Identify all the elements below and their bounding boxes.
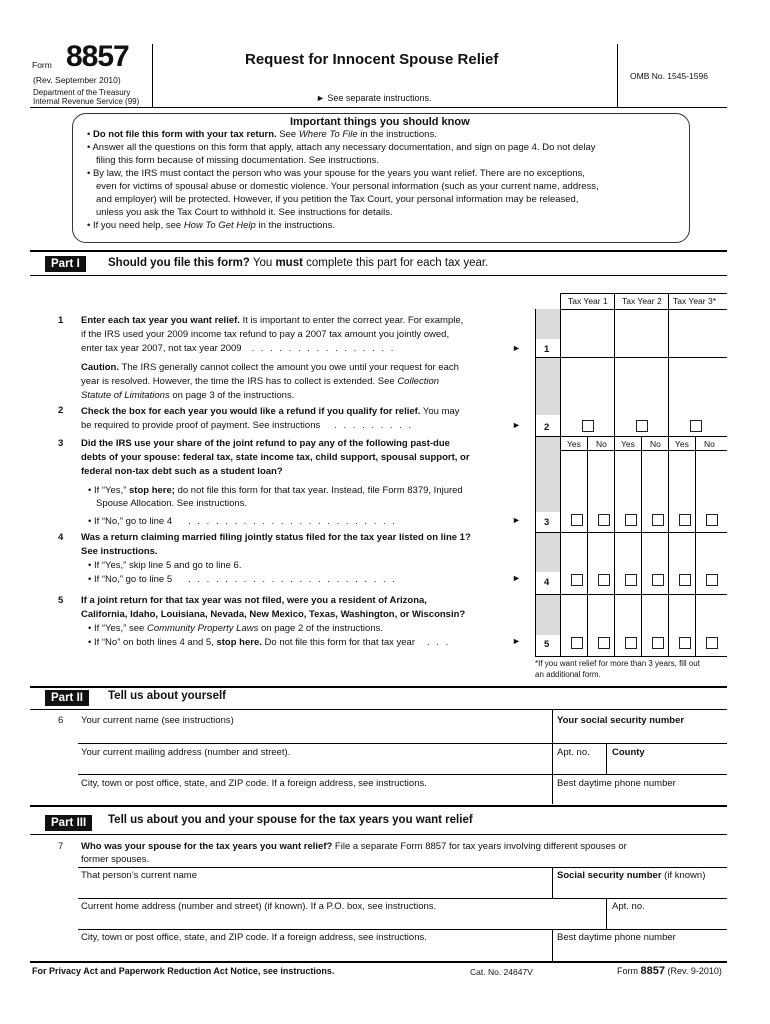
line-5-yes-year-3[interactable]: [679, 637, 691, 649]
line-7-number: 7: [58, 841, 64, 852]
part-3-badge: Part III: [45, 815, 92, 831]
notice-bullet-2: • Answer all the questions on this form that apply, attach any necessary documentation, and sign on page 4. Do not delay: [87, 142, 596, 153]
your-phone-label: Best daytime phone number: [557, 778, 676, 789]
line-2-box-number: 2: [544, 422, 550, 433]
line-2-text: Check the box for each year you would like a refund if you qualify for relief. You may: [81, 406, 460, 417]
line-3-no-year-1[interactable]: [598, 514, 610, 526]
line-4-text: Was a return claiming married filing jointly status filed for the tax year listed on line 1?: [81, 532, 471, 543]
line-3-arrow: ►: [512, 515, 521, 525]
line-5-yes-instruction: • If “Yes,” see Community Property Laws on page 2 of the instructions.: [88, 623, 383, 634]
line-5-box-number: 5: [544, 639, 550, 650]
form-number: 8857: [66, 40, 129, 73]
spouse-city-label: City, town or post office, state, and ZIP code. If a foreign address, see instructions.: [81, 932, 427, 943]
line-4-text-b: See instructions.: [81, 546, 158, 557]
see-instructions: ► See separate instructions.: [316, 93, 432, 103]
line-1-box-number: 1: [544, 344, 550, 355]
col-header-year-3: Tax Year 3*: [673, 296, 717, 306]
line-1-arrow: ►: [512, 343, 521, 353]
part-2-badge: Part II: [45, 690, 89, 706]
line-3-no-year-2[interactable]: [652, 514, 664, 526]
line-3-box-number: 3: [544, 517, 550, 528]
line-4-yes-year-2[interactable]: [625, 574, 637, 586]
col-header-year-2: Tax Year 2: [622, 296, 662, 306]
spouse-apt-input[interactable]: [612, 912, 725, 928]
tax-year-1-input[interactable]: [561, 310, 614, 356]
yes-label-y2: Yes: [621, 439, 635, 449]
form-label: Form: [32, 60, 52, 70]
your-address-input[interactable]: [81, 758, 551, 774]
notice-bullet-3-cont-a: even for victims of spousal abuse or domestic violence. Your personal information (such as your current name, address,: [96, 181, 599, 192]
yes-label-y1: Yes: [567, 439, 581, 449]
line-3-yes-year-2[interactable]: [625, 514, 637, 526]
line-1-number: 1: [58, 315, 64, 326]
line-2-number: 2: [58, 405, 64, 416]
department: Department of the Treasury: [33, 88, 131, 97]
line-4-no-year-3[interactable]: [706, 574, 718, 586]
line-5-no-year-1[interactable]: [598, 637, 610, 649]
line-4-no-instruction: • If “No,” go to line 5 . . . . . . . . . . . . . . . . . . . . . . .: [88, 574, 397, 585]
notice-bullet-1: • Do not file this form with your tax return. See Where To File in the instructions.: [87, 129, 437, 140]
line-2-checkbox-year-2[interactable]: [636, 420, 648, 432]
caution-text-b: year is resolved. However, the time the IRS has to collect is extended. See Collection: [81, 376, 440, 387]
your-address-label: Your current mailing address (number and street).: [81, 747, 291, 758]
line-3-text-b: debts of your spouse: federal tax, state income tax, child support, spousal support, or: [81, 452, 470, 463]
line-3-number: 3: [58, 438, 64, 449]
your-name-label: Your current name (see instructions): [81, 715, 234, 726]
line-4-number: 4: [58, 532, 64, 543]
notice-bullet-3: • By law, the IRS must contact the person who was your spouse for the years you want relief. There are no exceptions,: [87, 168, 585, 179]
line-2-arrow: ►: [512, 420, 521, 430]
line-3-text: Did the IRS use your share of the joint refund to pay any of the following past-due: [81, 438, 450, 449]
your-ssn-label: Your social security number: [557, 715, 685, 726]
your-ssn-input[interactable]: [557, 726, 725, 742]
spouse-question: Who was your spouse for the tax years you want relief? File a separate Form 8857 for tax years involving different spouses or: [81, 841, 627, 852]
part-1-badge: Part I: [45, 256, 86, 272]
notice-bullet-2-cont: filing this form because of missing documentation. See instructions.: [96, 155, 380, 166]
spouse-ssn-input[interactable]: [557, 881, 725, 897]
notice-bullet-3-cont-b: and employer) will be protected. However, if you petition the Tax Court, your personal information may be released,: [96, 194, 579, 205]
spouse-question-b: former spouses.: [81, 854, 150, 865]
spouse-name-input[interactable]: [81, 881, 551, 897]
notice-bullet-3-cont-c: unless you ask the Tax Court to withhold it. See instructions for details.: [96, 207, 393, 218]
line-4-yes-instruction: • If “Yes,” skip line 5 and go to line 6.: [88, 560, 242, 571]
line-4-yes-year-3[interactable]: [679, 574, 691, 586]
line-4-no-year-1[interactable]: [598, 574, 610, 586]
line-4-no-year-2[interactable]: [652, 574, 664, 586]
line-2-checkbox-year-3[interactable]: [690, 420, 702, 432]
line-2-checkbox-year-1[interactable]: [582, 420, 594, 432]
your-apt-label: Apt. no.: [557, 747, 590, 758]
line-3-text-c: federal non-tax debt such as a student loan?: [81, 466, 283, 477]
spouse-apt-label: Apt. no.: [612, 901, 645, 912]
part-1-title: Should you file this form? You must complete this part for each tax year.: [108, 257, 489, 269]
line-3-no-year-3[interactable]: [706, 514, 718, 526]
tax-year-2-input[interactable]: [615, 310, 668, 356]
omb-number: OMB No. 1545-1596: [630, 71, 708, 81]
no-label-y2: No: [650, 439, 661, 449]
county-input[interactable]: [612, 758, 725, 774]
spouse-phone-input[interactable]: [557, 943, 725, 959]
line-4-box-number: 4: [544, 577, 550, 588]
line-5-number: 5: [58, 595, 64, 606]
line-5-arrow: ►: [512, 636, 521, 646]
line-4-yes-year-1[interactable]: [571, 574, 583, 586]
line-1-text-b: if the IRS used your 2009 income tax refund to pay a 2007 tax amount you jointly owed,: [81, 329, 450, 340]
your-apt-input[interactable]: [557, 758, 605, 774]
spouse-address-label: Current home address (number and street) (if known). If a P.O. box, see instructions.: [81, 901, 437, 912]
no-label-y3-yes: Yes: [675, 439, 689, 449]
line-3-yes-instruction: • If “Yes,” stop here; do not file this form for that tax year. Instead, file Form 8379, Injured: [88, 485, 463, 496]
spouse-phone-label: Best daytime phone number: [557, 932, 676, 943]
line-2-text-b: be required to provide proof of payment. See instructions . . . . . . . . .: [81, 420, 414, 431]
line-4-arrow: ►: [512, 573, 521, 583]
footnote: *If you want relief for more than 3 years, fill out an additional form.: [535, 659, 700, 679]
line-3-no-instruction: • If “No,” go to line 4 . . . . . . . . . . . . . . . . . . . . . . .: [88, 516, 397, 527]
line-3-yes-instruction-b: Spouse Allocation. See instructions.: [96, 498, 248, 509]
no-label-y3: No: [704, 439, 715, 449]
line-5-text-b: California, Idaho, Louisiana, Nevada, New Mexico, Texas, Washington, or Wisconsin?: [81, 609, 466, 620]
revision-date: (Rev. September 2010): [33, 75, 121, 85]
footer-form-id: Form 8857 (Rev. 9-2010): [617, 965, 722, 977]
your-city-input[interactable]: [81, 789, 551, 804]
col-header-year-1: Tax Year 1: [568, 296, 608, 306]
line-3-yes-year-1[interactable]: [571, 514, 583, 526]
no-label-y1: No: [596, 439, 607, 449]
caution-text: Caution. The IRS generally cannot collect the amount you owe until your request for each: [81, 362, 459, 373]
line-5-no-year-3[interactable]: [706, 637, 718, 649]
part-2-title: Tell us about yourself: [108, 690, 226, 702]
line-3-yes-year-3[interactable]: [679, 514, 691, 526]
tax-year-3-input[interactable]: [669, 310, 726, 356]
spouse-address-input[interactable]: [81, 912, 601, 928]
caution-text-c: Statute of Limitations on page 3 of the instructions.: [81, 390, 295, 401]
your-name-input[interactable]: [81, 726, 551, 742]
important-heading: Important things you should know: [290, 116, 470, 128]
form-title: Request for Innocent Spouse Relief: [245, 51, 499, 68]
notice-bullet-4: • If you need help, see How To Get Help in the instructions.: [87, 220, 336, 231]
line-1-text-c: enter tax year 2007, not tax year 2009 . . . . . . . . . . . . . . . .: [81, 343, 396, 354]
spouse-ssn-label: Social security number (if known): [557, 870, 706, 881]
line-5-yes-year-2[interactable]: [625, 637, 637, 649]
line-1-text: Enter each tax year you want relief. It is important to enter the correct year. For example,: [81, 315, 464, 326]
privacy-notice: For Privacy Act and Paperwork Reduction Act Notice, see instructions.: [32, 966, 335, 976]
your-city-label: City, town or post office, state, and ZIP code. If a foreign address, see instructions.: [81, 778, 427, 789]
catalog-number: Cat. No. 24647V: [470, 967, 533, 977]
agency: Internal Revenue Service (99): [33, 97, 140, 106]
line-5-text: If a joint return for that tax year was not filed, were you a resident of Arizona,: [81, 595, 427, 606]
county-label: County: [612, 747, 645, 758]
spouse-name-label: That person’s current name: [81, 870, 197, 881]
line-5-no-year-2[interactable]: [652, 637, 664, 649]
spouse-city-input[interactable]: [81, 943, 551, 959]
line-5-yes-year-1[interactable]: [571, 637, 583, 649]
your-phone-input[interactable]: [557, 789, 725, 804]
part-3-title: Tell us about you and your spouse for the tax years you want relief: [108, 814, 473, 826]
line-6-number: 6: [58, 715, 64, 726]
line-5-no-instruction: • If “No” on both lines 4 and 5, stop here. Do not file this form for that tax year . . .: [88, 637, 451, 648]
